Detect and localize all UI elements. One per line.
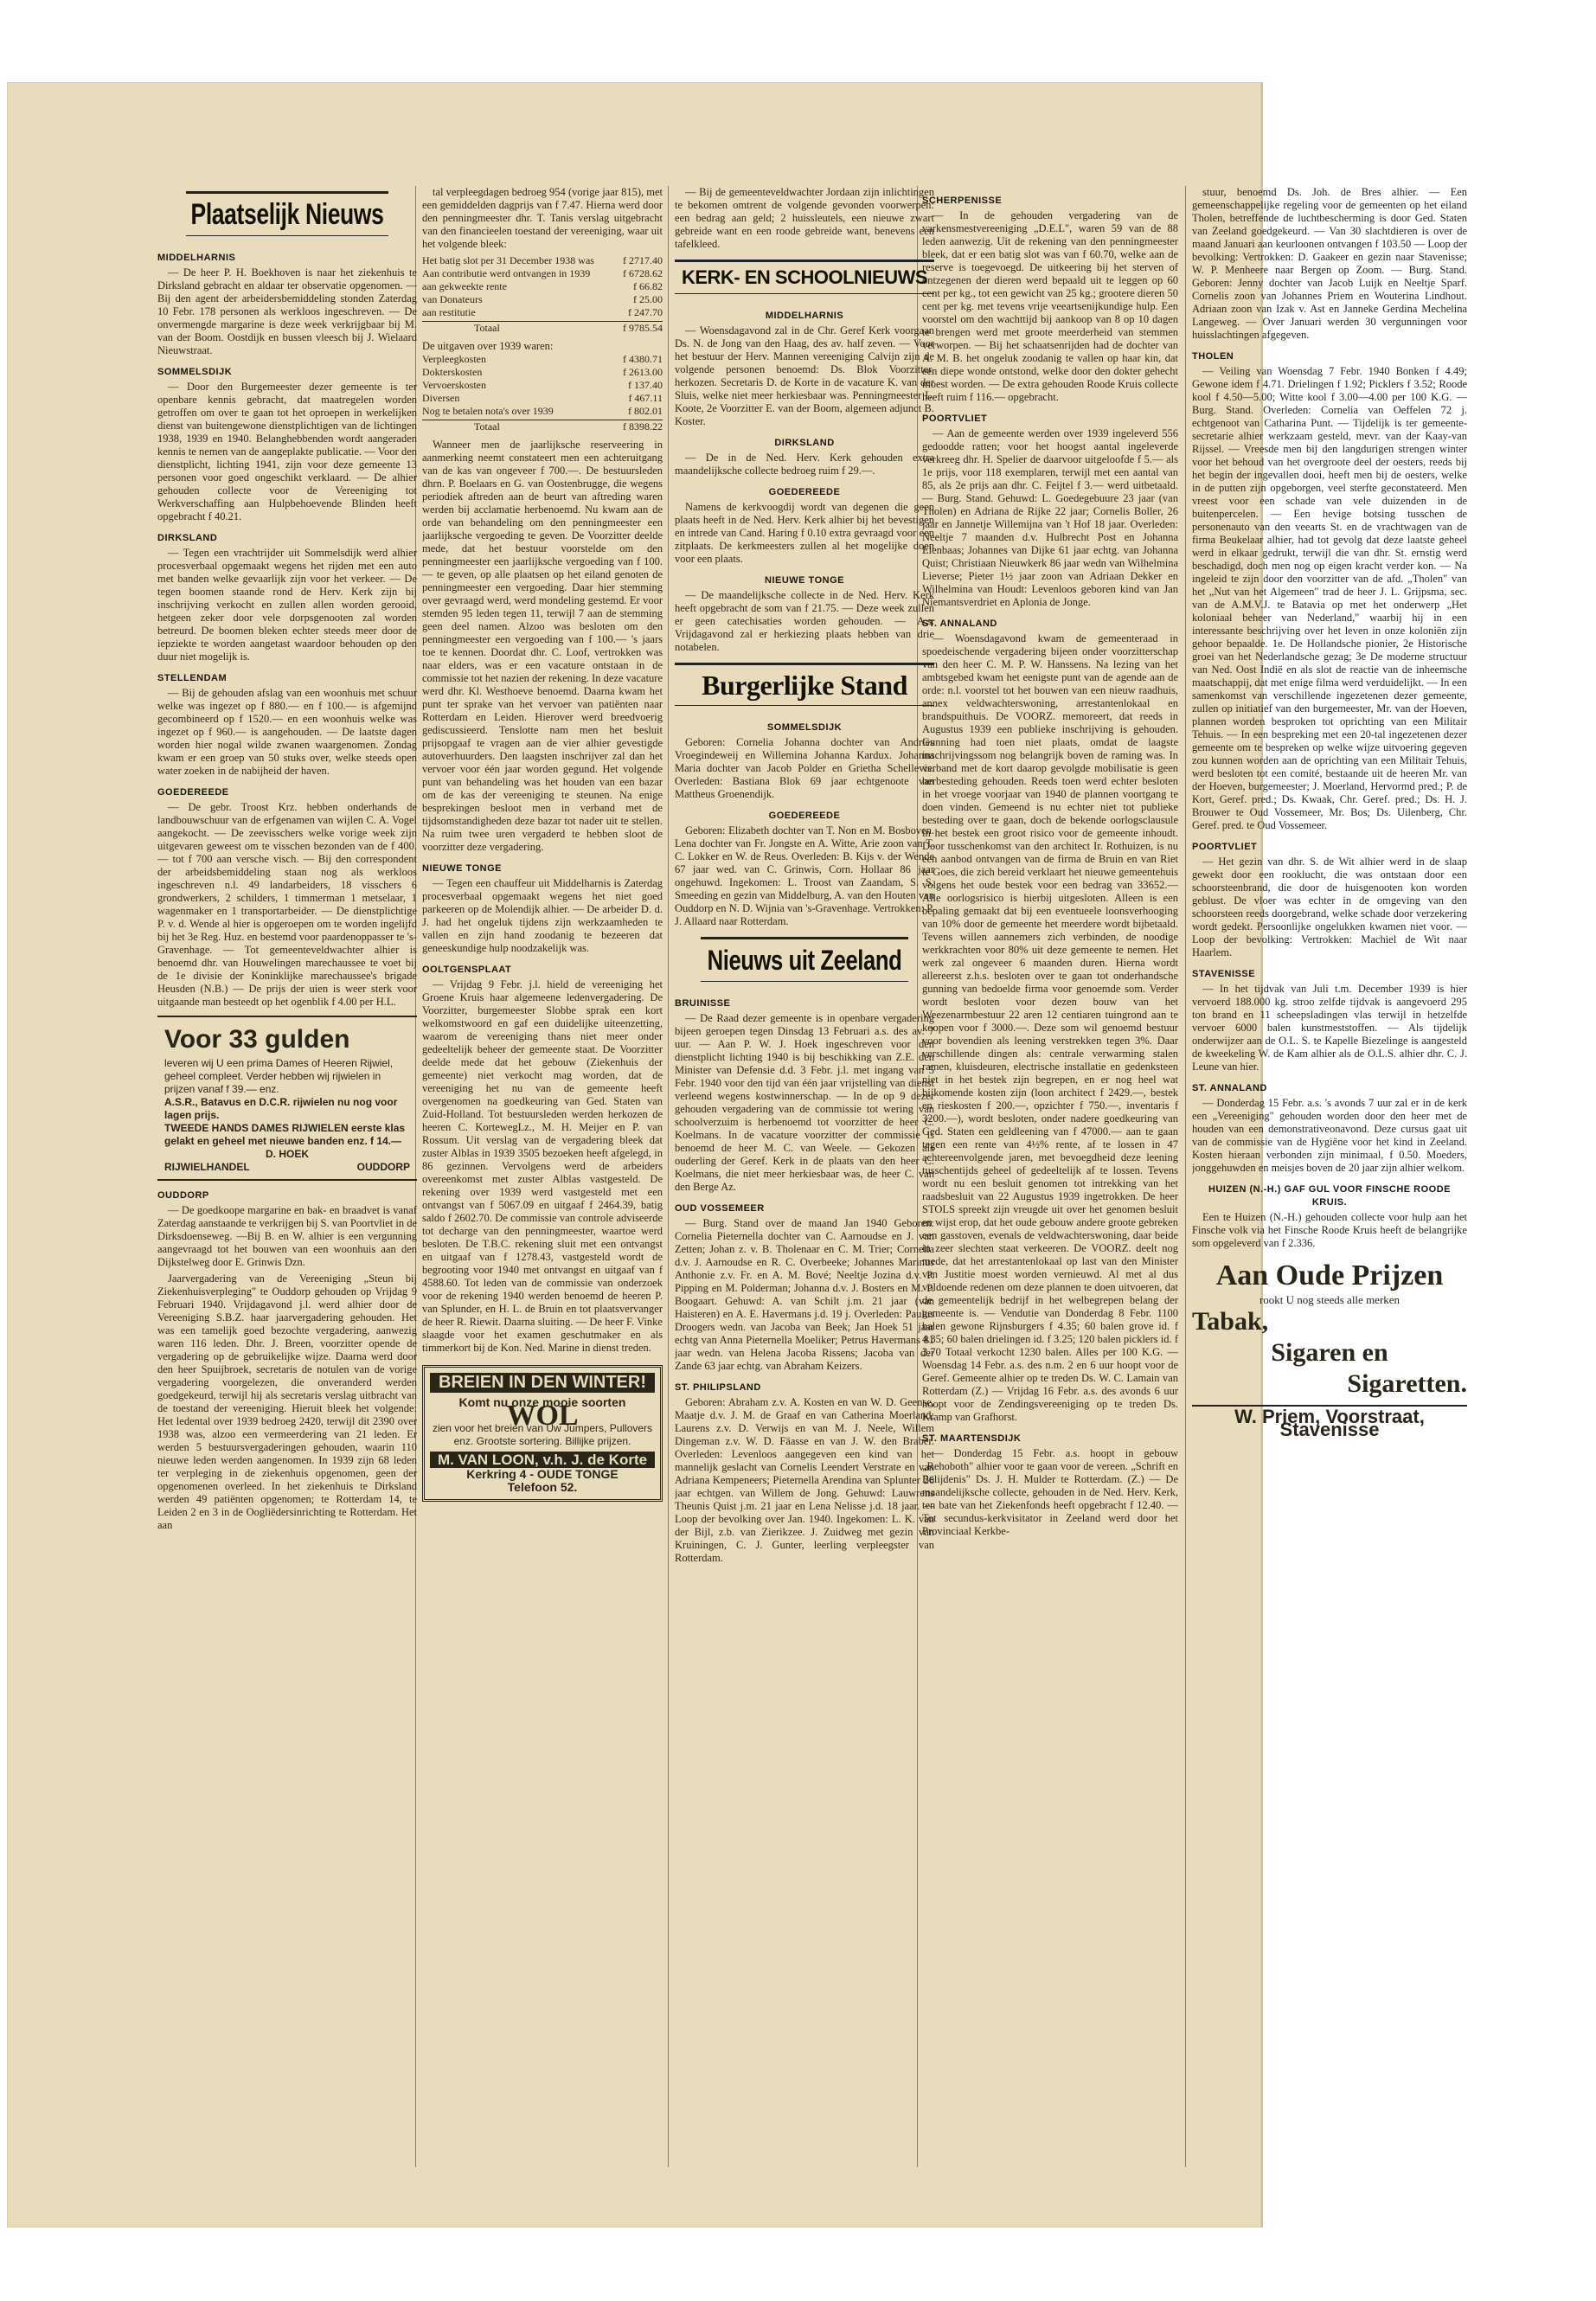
place-heading: STAVENISSE — [1192, 969, 1256, 979]
table-row-total — [422, 420, 663, 433]
table-row — [422, 254, 663, 267]
finance-table-income — [422, 254, 663, 335]
place-heading: ST. ANNALAND — [922, 619, 997, 629]
place-heading: NIEUWE TONGE — [422, 863, 502, 874]
row-label: Nog te betalen nota's over 1939 — [422, 405, 554, 417]
place-heading: SOMMELSDIJK — [157, 367, 233, 377]
masthead-wrap — [157, 186, 417, 243]
place-heading: BRUINISSE — [675, 998, 731, 1009]
row-value: f 802.01 — [628, 405, 663, 417]
article-block — [157, 252, 417, 1009]
article-text: — Donderdag 15 Febr. a.s. 's avonds 7 uur zal er in de kerk een „Vereeniging" gehouden worden door den heer met de houden van een demonstrativeonavond. Deze cursus gaat uit van de commissie van de Hygiëne voor het kind in Zeeland. Kosten hieraan verbonden zijn minimaal, f 0.50. Moeders, jonggehuwden en meisjes boven de 20 jaar zijn alhier welkom. — [1192, 1097, 1467, 1174]
advert-hoek-rijwiel — [157, 1016, 417, 1181]
place-heading: GOEDEREEDE — [768, 811, 841, 821]
place-heading: DIRKSLAND — [774, 438, 835, 448]
table-row-total — [422, 321, 663, 335]
row-label: Vervoerskosten — [422, 379, 486, 391]
row-value: f 9785.54 — [623, 322, 663, 334]
notice-heading: HUIZEN (N.-H.) GAF GUL VOOR FINSCHE ROODE KRUIS. — [1208, 1184, 1452, 1208]
column-5 — [1192, 186, 1467, 2171]
place-heading: MIDDELHARNIS — [157, 253, 236, 263]
row-label: Totaal — [474, 322, 500, 334]
article-text: — Donderdag 15 Febr. a.s. hoopt in gebouw „Rehoboth" alhier voor te gaan voor de vereen. „Schrift en Belijdenis" Ds. J. H. Mulder te Rotterdam. (Z.) — De maandelijksche collecte, gehouden in de Ned. Herv. Kerk, ten bate van het Ziekenfonds heeft opgebracht f 12.40. — Tot secundus-kerkvisitator in Zeeland werd door het Provinciaal Kerkbe- — [922, 1447, 1178, 1537]
masthead-wrap — [675, 932, 934, 989]
column-4 — [922, 186, 1178, 2171]
advert-line: Komt nu onze mooie soorten — [458, 1395, 626, 1409]
row-value: f 2717.40 — [623, 254, 663, 266]
article-text: Geboren: Cornelia Johanna dochter van Andries Vroegindeweij en Willemina Johanna Kardux. Johanna Maria dochter van Jacob Polder en Grietha Schellevis. Overleden: Bastiana Blok 69 jaar echtgenoote van Mattheus Groenendijk. — [675, 736, 934, 800]
masthead-wrap — [675, 657, 934, 713]
row-label: Dokterskosten — [422, 366, 483, 378]
article-text: — Aan de gemeente werden over 1939 ingeleverd 556 gedoodde ratten; voor het hoogst aantal ingeleverde verkreeg dhr. H. Spelier de daarvoor uitgeloofde f 5.— als 1e prijs, voor 118 exemplaren, terwijl met een aantal van 85, als 2e prijs aan dhr. C. Feijtel f 3.— werd uitbetaald. — Burg. Stand. Gehuwd: L. Goedegebuure 23 jaar (van Tholen) en Adriana de Rijke 22 jaar; Cornelis Boller, 26 jaar en Jannetje Willemijna van 't Hof 18 jaar. Overleden: Neeltje 7 maanden d.v. Hulbrecht Post en Johanna Elenbaas; Johannes van Dijke 61 jaar echtg. van Johanna Quist; Christiaan Nieuwkerk 86 jaar wedn van Wilhelmina Lieverse; Pieter 1½ jaar zoon van Adriaan Dekker en Wilhelmina van Houdt: Levenloos geboren kind van Jan Niemantsverdriet en Aplonia de Jonge. — [922, 427, 1178, 608]
column-2 — [422, 186, 663, 2171]
article-text: Geboren: Elizabeth dochter van T. Non en M. Bosboven. Lena dochter van Fr. Jongste en A. Witte, Arie zoon van T. C. Lokker en W. de Reus. Overleden: B. Kijs v. der Wende 67 jaar wed. van C. Grinwis, Corn. Hollaar 86 jaar ongehuwd. Ingekomen: L. Troost van Zaandam, S. S. Smeeding en gezin van Middelburg, A. van den Houten van Ouddorp en N. D. Wijnia van 's-Gravenhage. Vertrokken: P. J. Allaard naar Rotterdam. — [675, 824, 934, 927]
column-rule — [1185, 186, 1186, 2167]
advert-offer: TWEEDE HANDS DAMES RIJWIELEN eerste klas gelakt en geheel met nieuwe banden enz. f 14.— — [164, 1122, 406, 1147]
place-heading: SCHERPENISSE — [922, 195, 1003, 206]
advert-van-loon-wol — [422, 1365, 663, 1502]
article-text: — In de gehouden vergadering van de varkensmestvereeniging „D.E.L", waren 59 van de 88 leden aanwezig. Uit de rekening van den penningmeester bleek, dat er een batig slot was van f 60.70, welke aan de reserve is toegevoegd. De uitkeering bij het sterven of ontzegenen der dieren werd bepaald uit te leggen op 60 cent per kg., tot een gewicht van 25 kg.; grootere dieren 50 cent per kg. met tevens vrije veeartsenijkundige hulp. Een voorstel om den wachttijd bij aankoop van 8 op 10 dagen te brengen werd met groote meerderheid van stemmen verworpen. — Bij het schaatsenrijden had de dochter van A. M. B. het ongeluk zoodanig te vallen op haar kin, dat een diepe wonde ontstond, welke door den dokter gehecht moest worden. — De extra gehouden Roode Kruis collecte heeft ruim f 116.— opgebracht. — [922, 209, 1178, 403]
advert-address: Kerkring 4 - OUDE TONGE — [466, 1467, 619, 1481]
advert-word: Tabak, — [1192, 1307, 1269, 1336]
place-heading: ST. MAARTENSDIJK — [922, 1433, 1022, 1444]
article-text: — Bij de gemeenteveldwachter Jordaan zijn inlichtingen te bekomen omtrent de volgende gevonden voorwerpen: een bedrag aan geld; 2 huissleutels, een nieuwe zwart gebreide want en een roode gebreide want, benevens een tafelkleed. — [675, 186, 934, 250]
place-heading: MIDDELHARNIS — [765, 311, 844, 321]
place-heading: GOEDEREEDE — [157, 787, 229, 798]
article-text: — Vrijdag 9 Febr. j.l. hield de vereeniging het Groene Kruis haar algemeene ledenvergadering. De Voorzitter, burgemeester Slobbe sprak een kort welkomstwoord en gaf een duidelijke uiteenzetting, waarom de vereeniging thans niet meer onder gedeeltelijk beheer der gemeente staat. De Voorzitter deelde mede dat het gebouw (Ziekenhuis der gemeente) niet verkocht mag worden, dat de vereeniging het nu van de gemeente heeft overgenomen na goedkeuring van Ged. Staten van Zuid-Holland. Tot bestuursleden werden herkozen de heeren C. KortewegLz., M. H. Meijer en P. van Rossum. Uit verslag van de vergadering bleek dat zuster Alblas in 1939 3505 bezoeken heeft afgelegd, in 86 gezinnen. Vervolgens werd de arbeiders overeenkomst met zuster Alblas vastgesteld. De rekening over 1939 werd vastgesteld met een ontvangst van f 5067.09 en uitgaaf f 2464.39, batig saldo f 2602.70. De commissie van controle adviseerde tot decharge van den penningmeester, waartoe werd besloten. De T.B.C. rekening sluit met een ontvangst en uitgaaf van f 1278.43, vastgesteld wordt de begrooting voor 1940 met ontvangst en uitgaaf van f 4588.60. Tot leden van de commissie van onderzoek voor de rekening 1940 werden benoemd de heeren P. van Splunder, en H. L. de Bruin en tot plaatsvervanger de heer R. Riewit. Daarna sluiting. — De heer F. Vinke slaagde voor het examen geschutmaker en als timmerkort bij de Kon. Ned. Marine in dienst treden. — [422, 978, 663, 1354]
advert-shop: RIJWIELHANDEL — [164, 1161, 250, 1173]
advert-wol: WOL — [506, 1400, 579, 1432]
column-1 — [157, 186, 417, 2171]
table-row — [422, 267, 663, 280]
place-heading: SOMMELSDIJK — [766, 722, 843, 733]
place-heading: ST. ANNALAND — [1192, 1083, 1267, 1093]
article-text: — Bij de gehouden afslag van een woonhuis met schuur welke was ingezet op f 880.— en f 100.— is afgemijnd gecombineerd op f 1520.— en een woonhuis welke was ingezet op f 960.— is aangehouden. — De laatste dagen worden hier nogal wilde zwanen waargenomen. Zondag kwam er een groep van 50 stuks over, welke steeds open water zoeken in de nabijheid der haven. — [157, 687, 417, 777]
row-label: Verpleegkosten — [422, 353, 486, 365]
row-label: Diversen — [422, 392, 460, 404]
article-text: — De gebr. Troost Krz. hebben onderhands de landbouwschuur van de erfgenamen van wijlen C. A. Vogel aangekocht. — De zeevisschers welke vorige week zijn uitgevaren geweest om te visschen bezonden van de f 400.— tot f 700 aan versche visch. — Bij den correspondent der arbeidsbemiddeling staan nog als werkloos ingeschreven n.l. 49 landarbeiders, 18 visschers 6 grondwerkers, 2 schilders, 1 timmerman 1 metselaar, 1 wagenmaker en 1 transportarbeider. — De dienstplichtige P. v. d. Wende al hier is opgeroepen om te worden ingelijfd bij het 3e Reg. Huz. en bestemd voor paardenoppasser te 's-Gravenhage. — Tot gemeenteveldwachter alhier is benoemd dhr. van Houwelingen marechaussee te voet bij de 1e divisie der Koninklijke marechaussee's brigade Heusden (N.B.) — De prijs der uien is weer sterk voor uitgaande man besteedt op het ogenblik f 4.00 per H.L. — [157, 801, 417, 1008]
article-text: — Het gezin van dhr. S. de Wit alhier werd in de slaap gewekt door een rooklucht, die was ontstaan door een schoorsteenbrand, die door de huisgenooten kon worden geblust. De vloer was echter in de omgeving van den schoorsteen reeds doorgebrand, welke schade door verzekering wordt gedekt. Persoonlijke ongelukken kwamen niet voor. — Loop der bevolking: Vertrokken: Machiel de Wit naar Haarlem. — [1192, 856, 1467, 958]
masthead-burgerlijke-stand: Burgerlijke Stand — [675, 663, 934, 706]
column-rule — [668, 186, 669, 2167]
advert-priem-tabak — [1192, 1259, 1467, 1440]
masthead-wrap — [675, 254, 934, 301]
masthead-plaatselijk-nieuws: Plaatselijk Nieuws — [186, 191, 388, 236]
place-heading: POORTVLIET — [1192, 842, 1258, 852]
article-text: — Door den Burgemeester dezer gemeente is ter openbare kennis gebracht, dat maatregelen worden getroffen om over te gaan tot het oproepen in werkelijken dienst van buitengewone dienstplichtigen van de lichtingen 1938, 1939 en 1940. Belanghebbenden wordt aangeraden kennis te nemen van de aangeplakte publicatie. — Voor den dienstplicht, lichting 1941, zijn voor deze gemeente 13 personen voor goed ongeschikt verklaard. — De alhier gehouden collecte voor de Vereeniging tot Werkverschaffing aan Hulpbehoevende Blinden heeft opgebracht f 40.21. — [157, 381, 417, 522]
article-text: Geboren: Abraham z.v. A. Kosten en van W. D. Geense, Maatje d.v. J. M. de Graaf en van Catherina Moerland; Laurens z.v. D. Verwijs en van M. J. Neele, Willem Dingeman z.v. W. D. Fäasse en van J. W. den Braber. Overleden: Levenloos aangegeven een kind van het mannelijk geslacht van Cornelis Leendert Verstrate en van Adriana Kempeneers; Pieternella Arendina van Splunter 26 jaar echtgen. van Willem de Jong. Gehuwd: Lauwrens Theunis Quist j.m. 21 jaar en Lena Nelisse j.d. 18 jaar. — Loop der bevolking over Jan. 1940. Ingekomen: L. K. van der Bijl, z.b. van Zierikzee. J. Zuidweg met gezin van Kruiningen, C. J. Gunter, leerling verpleegster van Rotterdam. — [675, 1396, 934, 1564]
notice-text: Een te Huizen (N.-H.) gehouden collecte voor hulp aan het Finsche volk via het Finsche Roode Kruis heeft de belangrijke som opgeleverd van f 2.336. — [1192, 1211, 1467, 1249]
article-text: — In het tijdvak van Juli t.m. December 1939 is hier vervoerd 188.000 kg. stroo zelfde tijdvak is aangevoerd 295 ton brand en 11 scheepsladingen vlas terwijl in hetzelfde vervoer 6000 balen kunstmeststoffen. — Als tijdelijk onderwijzer aan de O.L. S. te Kapelle Biezelinge is aangesteld de kweekeling W. de Kam alhier als de O.L.S. alhier dhr. C. J. Leune van hier. — [1192, 983, 1467, 1073]
table-heading: De uitgaven over 1939 waren: — [422, 340, 554, 352]
row-label: Totaal — [474, 420, 500, 433]
article-text: — Tegen een chauffeur uit Middelharnis is Zaterdag procesverbaal opgemaakt wegens het niet goed parkeeren op de Molendijk alhier. — De arbeider D. d. J. had het ongeluk tijdens zijn werkzaamheden te vallen en zijn hand zoodanig te bezeeren dat geneeskundige hulp noodzakelijk was. — [422, 877, 663, 954]
advert-town: OUDDORP — [356, 1161, 410, 1173]
row-label: Het batig slot per 31 December 1938 was — [422, 254, 594, 266]
table-row — [422, 405, 663, 418]
article-text: stuur, benoemd Ds. Joh. de Bres alhier. — Een gemeenschappelijke regeling voor de gemeenten op het eiland Tholen, betreffende de luchtbescherming is door Ged. Staten van Zeeland goedgekeurd. — Van 30 slachtdieren is over de maand Januari aan keurloonen ontvangen f 103.50 — Loop der bevolking: Vertrokken: D. Gaakeer en gezin naar Stavenisse; W. P. Menheere naar Bergen op Zoom. — Burg. Stand. Geboren: Jenny dochter van Jacob Luijk en Neeltje Sparf. Cornelis zoon van Johannes Priem en Wouterina Lindhout. Adriaan zoon van Izak v. Ast en Janneke Gerdina Mechelina Langeweg. — Over Januari werden 30 vergunningen voor huisslachtingen afgegeven. — [1192, 186, 1467, 341]
article-text: — Veiling van Woensdag 7 Febr. 1940 Bonken f 4.49; Gewone idem f 4.71. Drielingen f 1.92; Picklers f 3.52; Roode kool f 4.50—5.00; Witte kool f 3.00—4.00 per 100 K.G. — Burg. Stand. Overleden: Cornelia van Oeffelen 72 j. echtgenoot van Catharina Punt. — Tijdelijk is ter gemeente-secretarie alhier werkzaam gesteld, mevr. van der Kaay-van Rijssel. — Vreesde men bij den langdurigen strengen winter voor het behoud van het overgroote deel der oesters, reeds bij het begin der ingevallen dooi, heeft men bij de oesters, welke in de putten zijn opgeborgen, veel sterfte geconstateerd. Men vreest voor een schade van vele duizenden in de buitenpercelen. — Een hevige botsing tusschen de personenauto van den veearts St. en de vrachtwagen van de firma Beukelaar alhier, had tot gevolg dat deze laatste geheel werd in elkaar gedrukt, terwijl die van dhr. St. ernstig werd beschadigd, doch men nog op eigen kracht verder kon. — Na ingeleid te zijn door den voorzitter van de afd. „Tholen" van het „Nut van het Algemeen" trad de heer J. L. Grijpsma, sec. van de A.M.V.J. te Batavia op met het onderwerp „Het koloniaal beheer van Nederland," waarbij hij in een interessante beschrijving over het leven in onze koloniën zijn gehoor bepaalde. 1e. De Hollandsche pionier, 2e Historische groei van het Nederlandsche gezag; 3e De moderne structuur van Ned. Oost Indië en als slot de reactie van de inheemsche maatschappij, dat met enige filma werd verduidelijkt. — In een samenkomst van verschillende ingezetenen dezer gemeente, zullen op initiatief van den burgemeester, Mr. van der Hoeven, plannen worden besproken tot oprichting van een Militair Tehuis. — In een bespreking met een 20-tal ingezetenen dezer gemeente om te bespreken op welke wijze uitvoering gegeven zou kunnen worden aan de oprichting van een Militair Tehuis, werd besloten tot een comité, bestaande uit de heeren Mr. van der Hoeven, burgemeester; J. Moerland, Hervormd pred.; P. de Kort, Geref. pred.; Ds. Kwaak, Chr. Geref. pred.; Ds. H. J. Brouwer te Oud Vossemeer, Mr. Bos; Ds. Uilenberg, Chr. Geref. pred. te Oud Vossemeer. — [1192, 365, 1467, 831]
table-row — [422, 280, 663, 293]
advert-brands: A.S.R., Batavus en D.C.R. rijwielen nu nog voor lagen prijs. — [164, 1096, 398, 1121]
place-heading: OUDDORP — [157, 1190, 209, 1201]
column-3 — [675, 186, 934, 2171]
advert-body: leveren wij U een prima Dames of Heeren Rijwiel, geheel compleet. Verder hebben wij rijwielen in prijzen vanaf f 39.— enz. — [164, 1057, 394, 1095]
advert-phone: Telefoon 52. — [507, 1480, 578, 1494]
place-heading: NIEUWE TONGE — [765, 575, 844, 586]
article-text: — Woensdagavond zal in de Chr. Geref Kerk voorgaan Ds. N. de Jong van den Haag, des av. half zeven. — Voor het bestuur der Herv. Mannen vereeniging Calvijn zijn de volgende personen benoemd: Ds. Blok Voorzitter, herkozen. Secretaris D. de Korte in de vacature K. van der Sluis, welke niet meer herkiesbaar was. Penningmeester L. Koote, 2e Voorzitter E. van der Boom, algemeen adjunct B. Koster. — [675, 324, 934, 427]
advert-shop: W. Priem, Voorstraat, Stavenisse — [1192, 1405, 1467, 1436]
place-heading: GOEDEREEDE — [768, 487, 841, 497]
row-value: f 137.40 — [628, 379, 663, 391]
article-text: — De maandelijksche collecte in de Ned. Herv. Kerk heeft opgebracht de som van f 21.75. — Deze week zullen er geen catechisaties worden gehouden. — A.s. Vrijdagavond zal er herkiezing plaats hebben van drie notabelen. — [675, 589, 934, 653]
article-text: — De heer P. H. Boekhoven is naar het ziekenhuis te Dirksland gebracht en aldaar ter observatie opgenomen. — Bij den agent der arbeidersbemiddeling stonden Zaterdag 10 Febr. 178 personen als werkloos ingeschreven. — De onvermengde margarine is deze week verkrijgbaar bij M. van der Boom. Oostdijk en bussen vleesch bij J. Wielaard Nieuwstraat. — [157, 266, 417, 356]
article-text: — De goedkoope margarine en bak- en braadvet is vanaf Zaterdag aanstaande te verkrijgen bij S. van Poortvliet in de Dirksdoenseweg. —Bij B. en W. alhier is een vergunning aangevraagd tot het bouwen van een woonhuis aan den Dijkstelweg door E. Grinwis Dzn. — [157, 1204, 417, 1268]
article-text: tal verpleegdagen bedroeg 954 (vorige jaar 815), met een gemiddelden dagprijs van f 7.47. Hierna werd door den penningmeester dhr. T. Tanis verslag uitgebracht van den financieelen toestand der vereeniging, waar uit het volgende bleek: — [422, 186, 663, 250]
place-heading: STELLENDAM — [157, 673, 228, 683]
row-label: aan restitutie — [422, 306, 476, 318]
row-value: f 2613.00 — [623, 366, 663, 378]
advert-head: BREIEN IN DEN WINTER! — [430, 1373, 655, 1393]
place-heading: OUD VOSSEMEER — [675, 1203, 765, 1214]
place-heading: ST. PHILIPSLAND — [675, 1382, 761, 1393]
table-row — [422, 366, 663, 379]
advert-word: Sigaren en — [1271, 1338, 1388, 1367]
row-value: f 66.82 — [633, 280, 663, 292]
article-text: — De Raad dezer gemeente is in openbare vergadering bijeen geroepen tegen Dinsdag 13 Februari a.s. des av. 7 uur. — Aan P. W. J. Hoek ingeschreven voor den dienstplicht lichting 1940 is bij beschikking van Z.E. den Minister van Defensie d.d. 3 Febr. j.l. met ingang van 5 Febr. 1940 voor den tijd van één jaar vrijstelling van dienst verleend wegens kostwinnerschap. — In de op 9 dezer gehouden vergadering van de commissie tot wering van schoolverzuim is herbenoemd tot voorzitter de heer C. Koelmans. In de vacature voorzitter der commissie is benoemd de heer M. C. van Weele. — Gekozen als ouderling der Geref. Kerk in de plaats van den heer C. Koelmans, die niet meer herkiesbaar was, de heer C. van den Berge Az. — [675, 1012, 934, 1193]
article-text: — Tegen een vrachtrijder uit Sommelsdijk werd alhier procesverbaal opgemaakt wegens het rijden met een auto met banden welke gevaarlijk zijn voor het verkeer. — De tegen boomen staande rond de Herv. Kerk zijn bij inschrijving verkocht en zullen allen worden gerooid, hetgeen zeker door vele dorpsgenooten zal worden betreurd. De boomen bleken echter steeds meer door de iepziekte te worden aangetast waardoor behouden op den duur niet mogelijk is. — [157, 547, 417, 663]
table-row — [422, 392, 663, 405]
advert-headline: Voor 33 gulden — [164, 1025, 350, 1054]
table-row — [422, 353, 663, 366]
row-value: f 467.11 — [628, 392, 663, 404]
article-text: — Burg. Stand over de maand Jan 1940 Geboren: Cornelia Pieternella dochter van C. Aarnoudse en J. van Zetten; Johan z. v. B. Tholenaar en C. M. Trier; Cornelia d.v. J. Aarnoudse en R. C. Overbeeke; Johannes Marinus Anthonie z.v. Fr. en A. M. Bové; Neeltje Jozina d.v. P. Pipping en M. Polderman; Johanna d.v. J. Bosters en M. P. Boogaart. Gehuwd: A. van Schilt j.m. 21 jaar (van Haisteren) en A. E. Havermans j.d. 19 j. Overleden: Paulus Droogers wedn. van Jacoba van Beek; Jan Hoek 51 jaar echtg van Anna Pieternella Moeliker; Petrus Havermans 81 jaar wedn. van Helena Jacoba Rissens; Jacoba van der Zande 63 jaar echtg. van Abraham Keizers. — [675, 1217, 934, 1372]
row-value: f 4380.71 — [623, 353, 663, 365]
place-heading: POORTVLIET — [922, 413, 988, 424]
row-label: van Donateurs — [422, 293, 483, 305]
table-row — [422, 379, 663, 392]
finance-table-expenses — [422, 353, 663, 433]
article-text: Jaarvergadering van de Vereeniging „Steun bij Ziekenhuisverpleging" te Ouddorp gehouden op Vrijdag 9 Februari 1940. Vrijdagavond j.l. werd alhier door de Vereeniging S.B.Z. haar jaarvergadering gehouden. Het was een tamelijk goed bezochte vergadering, aanwezig waren 116 leden. Dhr. J. Breen, voorzitter opende de vergadering op de gebruikelijke wijze. Daarna werd door den heer Spuijbroek, secretaris de notulen van de vorige vergadering voorgelezen, die onveranderd werden goedgekeurd, terwijl hij als secretaris verslag uitbracht van de toestand der vereeniging. Hieruit bleek het volgende: Het ledental over 1939 bedroeg 2420, terwijl dit 2390 over 1938 was, alzoo een vermeerdering van 21 leden. Er werden 5 bestuursvergaderingen gehouden, waarin 110 nieuwe leden werden aangenomen. In 1939 zijn 68 leden ter verpleging in de ziekenhuis opgenomen, geen der opgenomenen overleed. In het ziekenhuis te Dirksland werden 49 patiënten opgenomen; te Rotterdam 14, te Leiden 2 en 3 in de Oogliëdersinrichting te Rotterdam. Het aan — [157, 1272, 417, 1531]
advert-footer — [164, 1161, 410, 1174]
advert-word: Sigaretten. — [1347, 1369, 1467, 1398]
advert-title: Aan Oude Prijzen — [1215, 1259, 1444, 1292]
row-label: aan gekweekte rente — [422, 280, 507, 292]
advert-name: D. HOEK — [265, 1148, 309, 1160]
article-text: Wanneer men de jaarlijksche reserveering in aanmerking neemt constateert men een achteruitgang van de kas van ongeveer f 700.—. De bestuursleden dhrn. P. Boelaars en G. van Oostenbrugge, die wegens periodiek aftreden aan de beurt van aftreding waren werden bij acclamatie herbenoemd. Nu kwam aan de orde van behandeling om den penningmeester een jaarlijksche vergoeding te geven. De Voorzitter deelde mede, dat het bestuur voorstelde om den penningmeester een jaarlijksche vergoeding van f 100.— te geven, op alle plaatsen op het eiland genoten de penningmeester een vergoeding. Daar hier stemming over gevraagd werd, werd mondeling gestemd. Er voor stemden 95 leden tegen 11, terwijl 7 aan de stemming geen deel namen. Alzoo was besloten om den penningmeester een vergoeding van f 100.— 's jaars toe te kennen. Doordat dhr. C. Loof, vertrokken was naar elders, was er een vacature ontstaan in de commissie tot het nazien der rekening. In deze vacature werd dhr. Kl. Westhoeve benoemd. Daarna kwam het punt ter sprake van het vervoer van patiënten naar Rotterdam en Leiden. Hierover werd breedvoerig gediscussieerd. Tenslotte nam men het besluit prijsopgaaf te vragen aan de vier alhier gevestigde autoverhuurders. Den laagsten inschrijver zal dan het vervoer voor één jaar worden gegund. Het volgende punt van behandeling was het houden van een bazar om de kas der vereeniging te steunen. Na enige besprekingen besloot men in verband met de tijdsomstandigheden deze bazar tot nader uit te stellen. Na ruim twee uren vergaderd te hebben sloot de voorzitter deze vergadering. — [422, 439, 663, 853]
advert-sub: rookt U nog steeds alle merken — [1259, 1293, 1401, 1306]
row-value: f 247.70 — [628, 306, 663, 318]
article-text: — Woensdagavond kwam de gemeenteraad in spoedeischende vergadering bijeen onder voorzitterschap van den heer C. M. P. W. Hanssens. Na lezing van het ambtsgebed kwam het eenigste punt van de agende aan de orde: n.l. voorstel tot het bouwen van een nieuw raadhuis, annex veldwachterswoning, arrestantenlokaal en brandspuithuis. De VOORZ. memoreert, dat reeds in Augustus 1939 een publieke inschrijving is gehouden. Gunning had toen niet plaats, omdat de laagste inschrijvingssom nog belangrijk boven de raming was. In verband met de kort daarop gevolgde mobilisatie is geen herbesteding gehouden. Reeds toen werd echter besloten in het vroege voorjaar van 1940 de plannen voortgang te doen vinden. Gemeend is nu echter niet tot publieke besteding over te gaan, doch de bekende oorlogsclausule in het bestek een groot risico voor de gemeente inhoudt. Door tusschenkomst van den architect Ir. Rothuizen, is nu een aanbod ontvangen van de firma de Bruin en van Riet te Goes, die zich bereid verklaart het nieuwe gemeentehuis volgens het oude bestek voor een bedrag van 33652.— Alle oorlogsrisico is hierbij uitgesloten. Alleen is een bepaling gemaakt dat bij een eventueele loonsverhooging van 10% door de gemeente het meerdere wordt bijbetaald. Tevens willen aannemers zich verbinden, de noodige werkkrachten voor 80% uit deze gemeente te nemen. Het werk zal ongeveer 6 maanden duren. Hierna wordt allereerst z.h.s. besloten over te gaan tot onderhandsche gunning van bedoelde firma voor genoemde som. Verder wordt besloten voor dezen bouw van het Weezenarmbestuur 22 aren 12 centiaren tuingrond aan te koopen voor f 3000.—. Deze som wil genoemd bestuur voor bovendien als leening verstrekken tegen 3%. Daar verschillende dingen als: centrale verwarming stalen ramen, kluisdeuren, electrische installatie en gedenksteen niet in het bestek zijn begrepen, en er nog heel wat bijkomende kosten zijn (loon architect f 2429.—, bestek en rieskosten f 200.—, opzichter f 750.—, inventaris f 3200.—), wordt besloten, onder nadere goedkeuring van Ged. Staten een geldleening van f 47000.— aan te gaan tegen een rente van 4½% rente, af te lossen in 47 achtereenvolgende jaren, met bevoegdheid deze leening tusschentijds geheel of gedeeltelijk af te lossen. Tevens wordt nu een besluit genomen tot intrekking van het raadsbesluit van 22 Augustus 1939 ingetrokken. De heer STOLS spreekt zijn vreugde uit over het genomen besluit en wijst erop, dat het oude gebouw andere groote gebreken een gasstoven, evenals de veldwachterswoning, daar beide in zeer slechten staat verkeeren. De VOORZ. deelt nog mede, dat het arrestantenlokaal op last van den Minister van Justitie moest worden vernieuwd. Al met al dus voldoende redenen om deze plannen te doen uitvoeren, dat de gemeentelijk bedrijf in het welbegrepen belang der gemeente is. — Vendutie van Donderdag 8 Febr. 1100 balen gewone Rijnsburgers f 4.35; 60 balen grove id. f 4.35; 60 balen drielingen id. f 3.25; 120 balen picklers id. f 3.70 Totaal verkocht 1230 balen. Alles per 100 K.G. — Woensdag 14 Febr. a.s. des n.m. 2 en 6 uur hoopt voor de Geref. Gemeente alhier op te treden Ds. W. C. Lamain van Rotterdam (Z.) — Vrijdag 16 Febr. a.s. des avonds 6 uur hoopt voor de Zendingsvereeniging op te treden Ds. Kramp van Grafhorst. — [922, 632, 1178, 1423]
masthead-kerk-schoolnieuws: KERK- EN SCHOOLNIEUWS — [675, 260, 934, 294]
table-row — [422, 306, 663, 319]
place-heading: THOLEN — [1192, 351, 1234, 362]
row-value: f 6728.62 — [623, 267, 663, 279]
row-value: f 8398.22 — [623, 420, 663, 433]
advert-line: zien voor het breien van Uw Jumpers, Pullovers enz. Grootste sortering. Billijke prijzen. — [432, 1422, 653, 1447]
row-label: Aan contributie werd ontvangen in 1939 — [422, 267, 591, 279]
table-row — [422, 293, 663, 306]
row-value: f 25.00 — [633, 293, 663, 305]
article-text: Namens de kerkvoogdij wordt van degenen die geen plaats heeft in de Ned. Herv. Kerk alhier bij het bevestigen en intrede van Cand. Haring f 0.10 extra gevraagd voor een zitplaats. De kerkmeesters zullen al het mogelijke doen voor een plaats. — [675, 501, 934, 565]
masthead-nieuws-uit-zeeland: Nieuws uit Zeeland — [701, 937, 908, 982]
place-heading: DIRKSLAND — [157, 533, 218, 543]
advert-name: M. VAN LOON, v.h. J. de Korte — [430, 1452, 655, 1468]
article-text: — De in de Ned. Herv. Kerk gehouden extra maandelijksche collecte bedroeg ruim f 29.—. — [675, 452, 934, 477]
place-heading: OOLTGENSPLAAT — [422, 965, 512, 975]
